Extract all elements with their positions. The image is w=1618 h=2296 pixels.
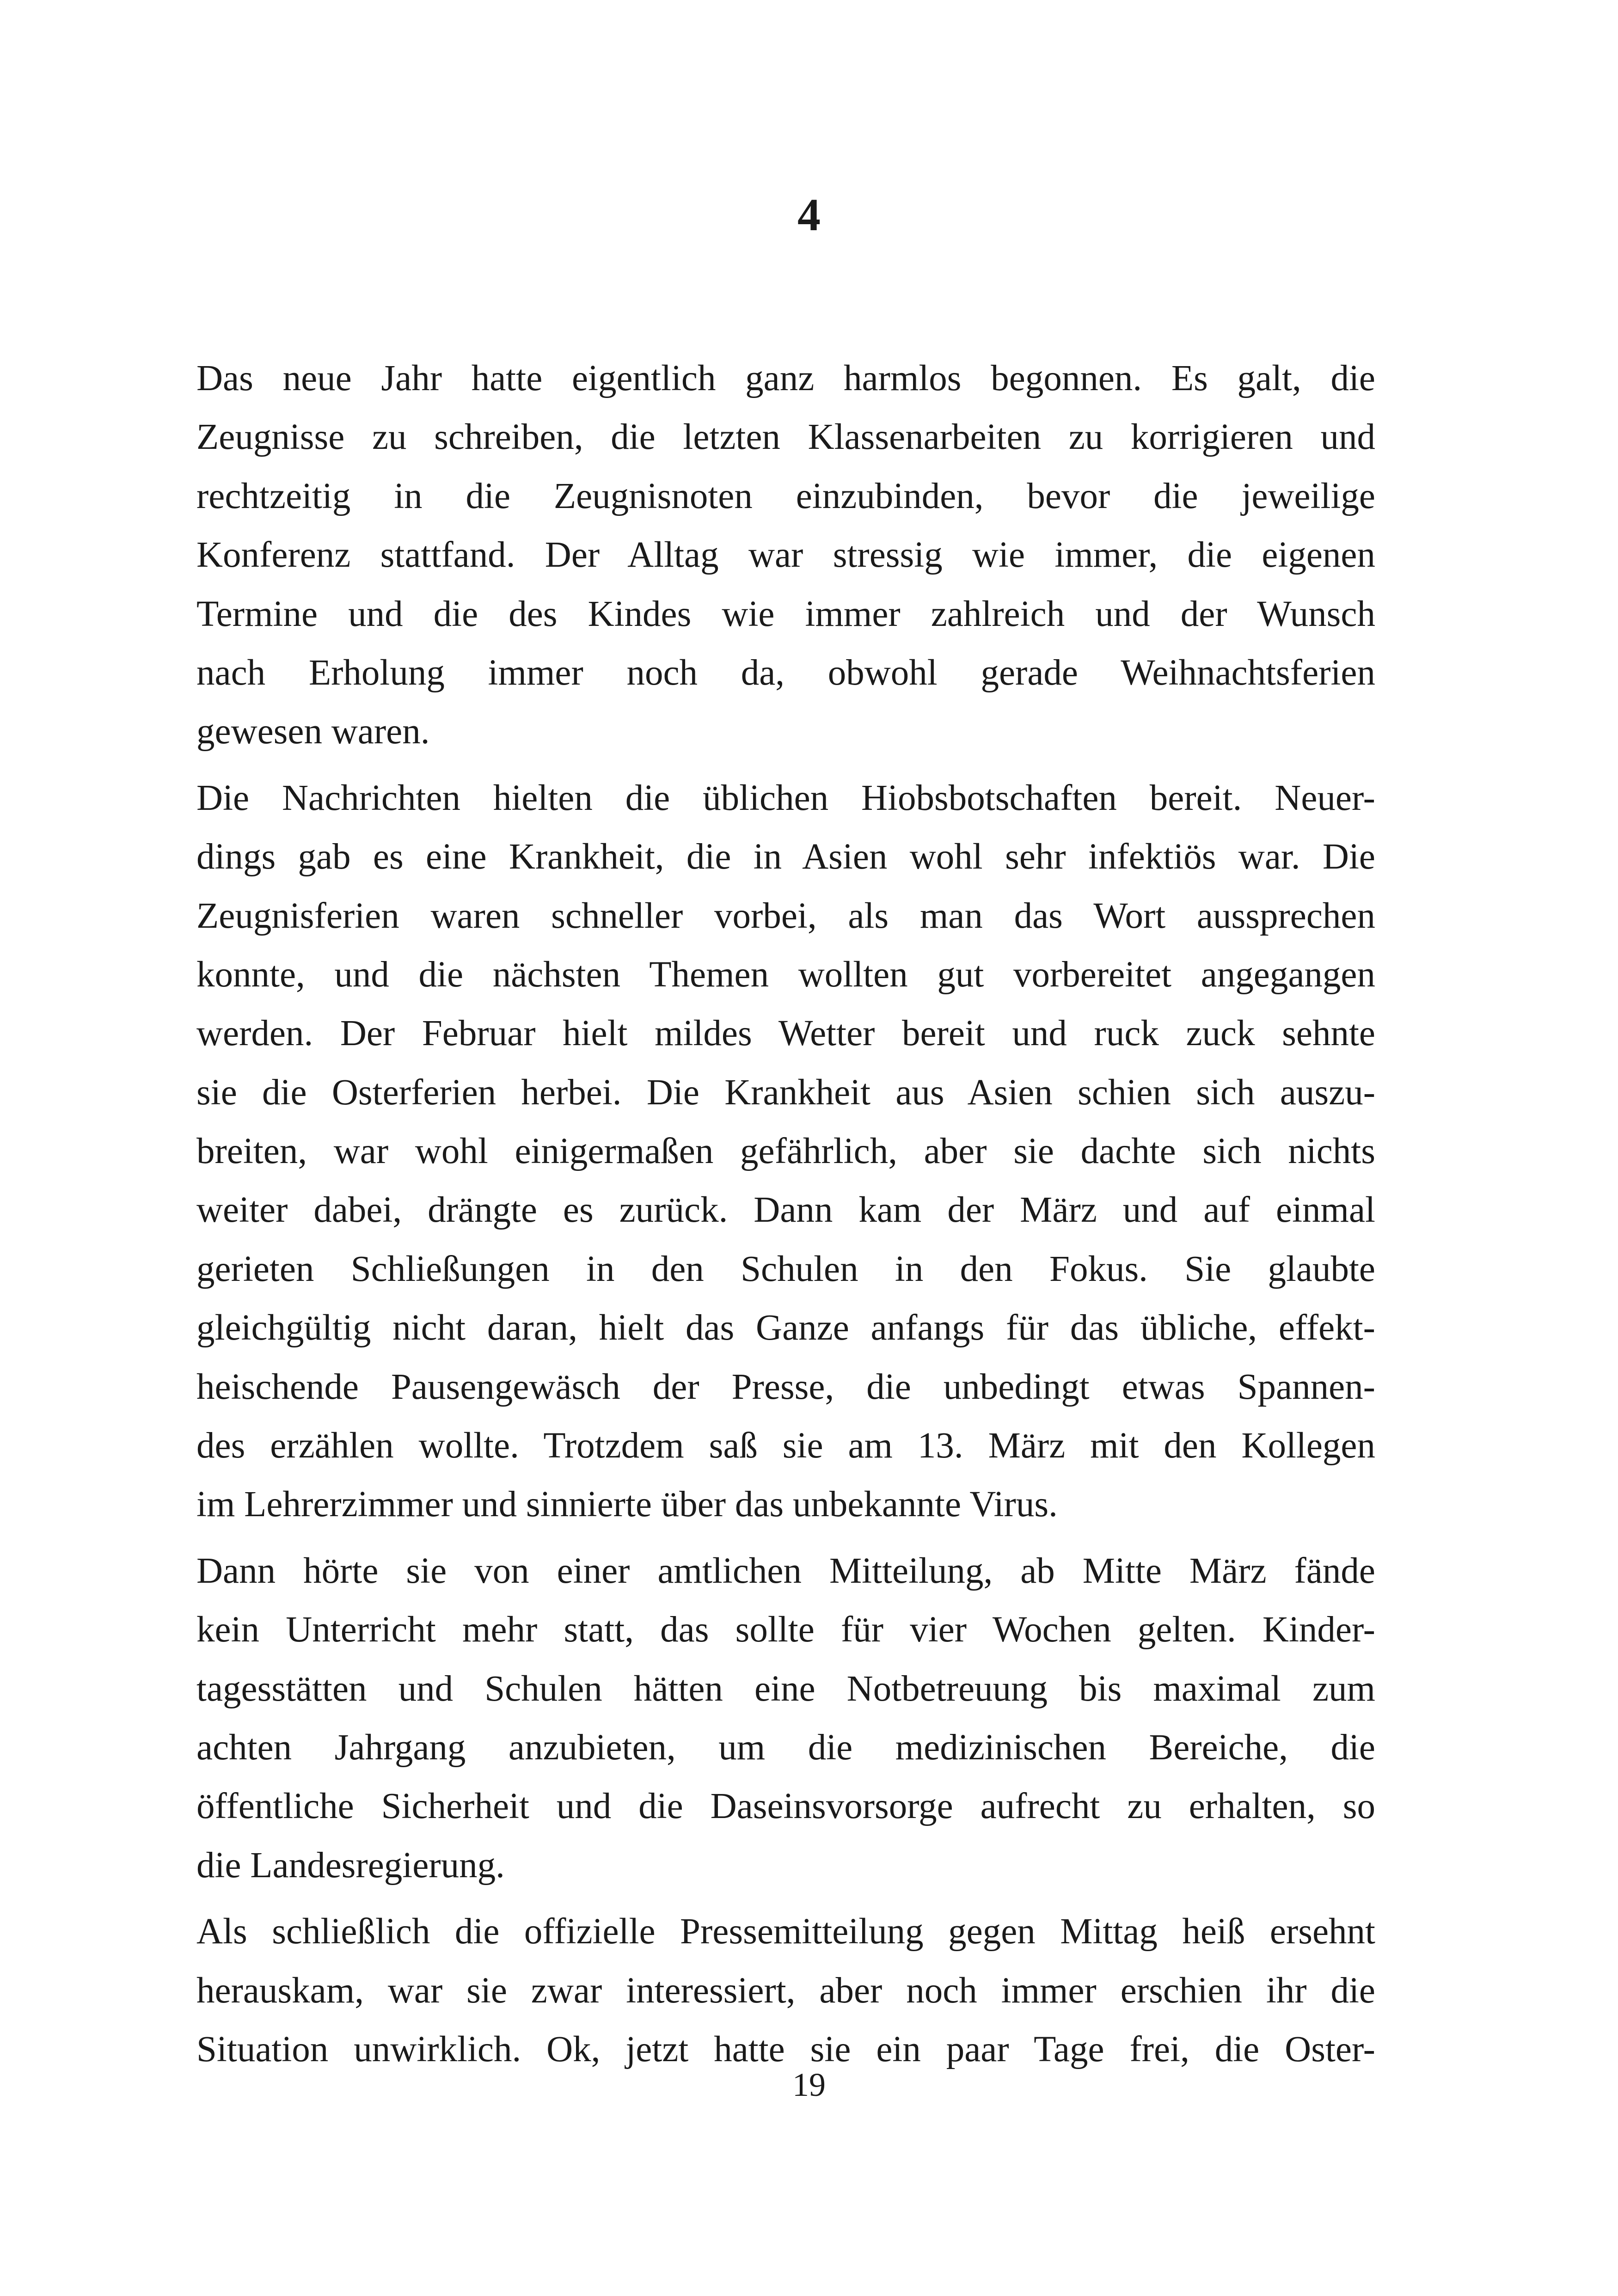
text-line: kein Unterricht mehr statt, das sollte für vier Wochen gelten. Kinder-	[196, 1610, 1375, 1650]
text-line: gleichgültig nicht daran, hielt das Ganze anfangs für das übliche, effekt-	[196, 1308, 1375, 1348]
text-line: gewesen waren.	[196, 711, 430, 752]
text-line: öffentliche Sicherheit und die Daseinsvorsorge aufrecht zu erhalten, so	[196, 1786, 1375, 1827]
text-line: werden. Der Februar hielt mildes Wetter bereit und ruck zuck sehnte	[196, 1013, 1375, 1054]
chapter-number: 4	[797, 189, 821, 240]
text-line: Dann hörte sie von einer amtlichen Mitteilung, ab Mitte März fände	[196, 1550, 1375, 1591]
text-line: dings gab es eine Krankheit, die in Asien wohl sehr infektiös war. Die	[196, 837, 1375, 877]
text-line: konnte, und die nächsten Themen wollten gut vorbereitet angegangen	[196, 954, 1375, 995]
page-number: 19	[792, 2066, 826, 2103]
body-text	[196, 349, 1375, 2086]
text-line: Die Nachrichten hielten die üblichen Hiobsbotschaften bereit. Neuer-	[196, 778, 1375, 818]
text-line: heischende Pausengewäsch der Presse, die unbedingt etwas Spannen-	[196, 1366, 1375, 1407]
text-line: Konferenz stattfand. Der Alltag war stressig wie immer, die eigenen	[196, 535, 1375, 576]
paragraph	[196, 769, 1375, 1534]
text-line: Situation unwirklich. Ok, jetzt hatte sie ein paar Tage frei, die Oster-	[196, 2029, 1375, 2069]
text-line: nach Erholung immer noch da, obwohl gerade Weihnachtsferien	[196, 652, 1375, 693]
text-line: des erzählen wollte. Trotzdem saß sie am 13. März mit den Kollegen	[196, 1426, 1375, 1466]
text-line: Zeugnisferien waren schneller vorbei, als man das Wort aussprechen	[196, 895, 1375, 936]
paragraph	[196, 1542, 1375, 1895]
text-line: sie die Osterferien herbei. Die Krankheit aus Asien schien sich auszu-	[196, 1072, 1375, 1113]
text-line: Zeugnisse zu schreiben, die letzten Klassenarbeiten zu korrigieren und	[196, 417, 1375, 458]
text-line: Das neue Jahr hatte eigentlich ganz harmlos begonnen. Es galt, die	[196, 358, 1375, 398]
text-line: Als schließlich die offizielle Pressemitteilung gegen Mittag heiß ersehnt	[196, 1911, 1375, 1952]
text-line: Termine und die des Kindes wie immer zahlreich und der Wunsch	[196, 594, 1375, 634]
text-line: im Lehrerzimmer und sinnierte über das unbekannte Virus.	[196, 1484, 1058, 1525]
text-line: breiten, war wohl einigermaßen gefährlich, aber sie dachte sich nichts	[196, 1131, 1375, 1172]
text-line: gerieten Schließungen in den Schulen in den Fokus. Sie glaubte	[196, 1249, 1375, 1289]
paragraph	[196, 349, 1375, 761]
text-line: achten Jahrgang anzubieten, um die medizinischen Bereiche, die	[196, 1727, 1375, 1768]
text-line: tagesstätten und Schulen hätten eine Notbetreuung bis maximal zum	[196, 1668, 1375, 1709]
paragraph	[196, 1902, 1375, 2079]
text-line: rechtzeitig in die Zeugnisnoten einzubinden, bevor die jeweilige	[196, 476, 1375, 516]
text-line: die Landesregierung.	[196, 1845, 505, 1886]
text-line: herauskam, war sie zwar interessiert, aber noch immer erschien ihr die	[196, 1970, 1375, 2011]
text-line: weiter dabei, drängte es zurück. Dann kam der März und auf einmal	[196, 1190, 1375, 1231]
